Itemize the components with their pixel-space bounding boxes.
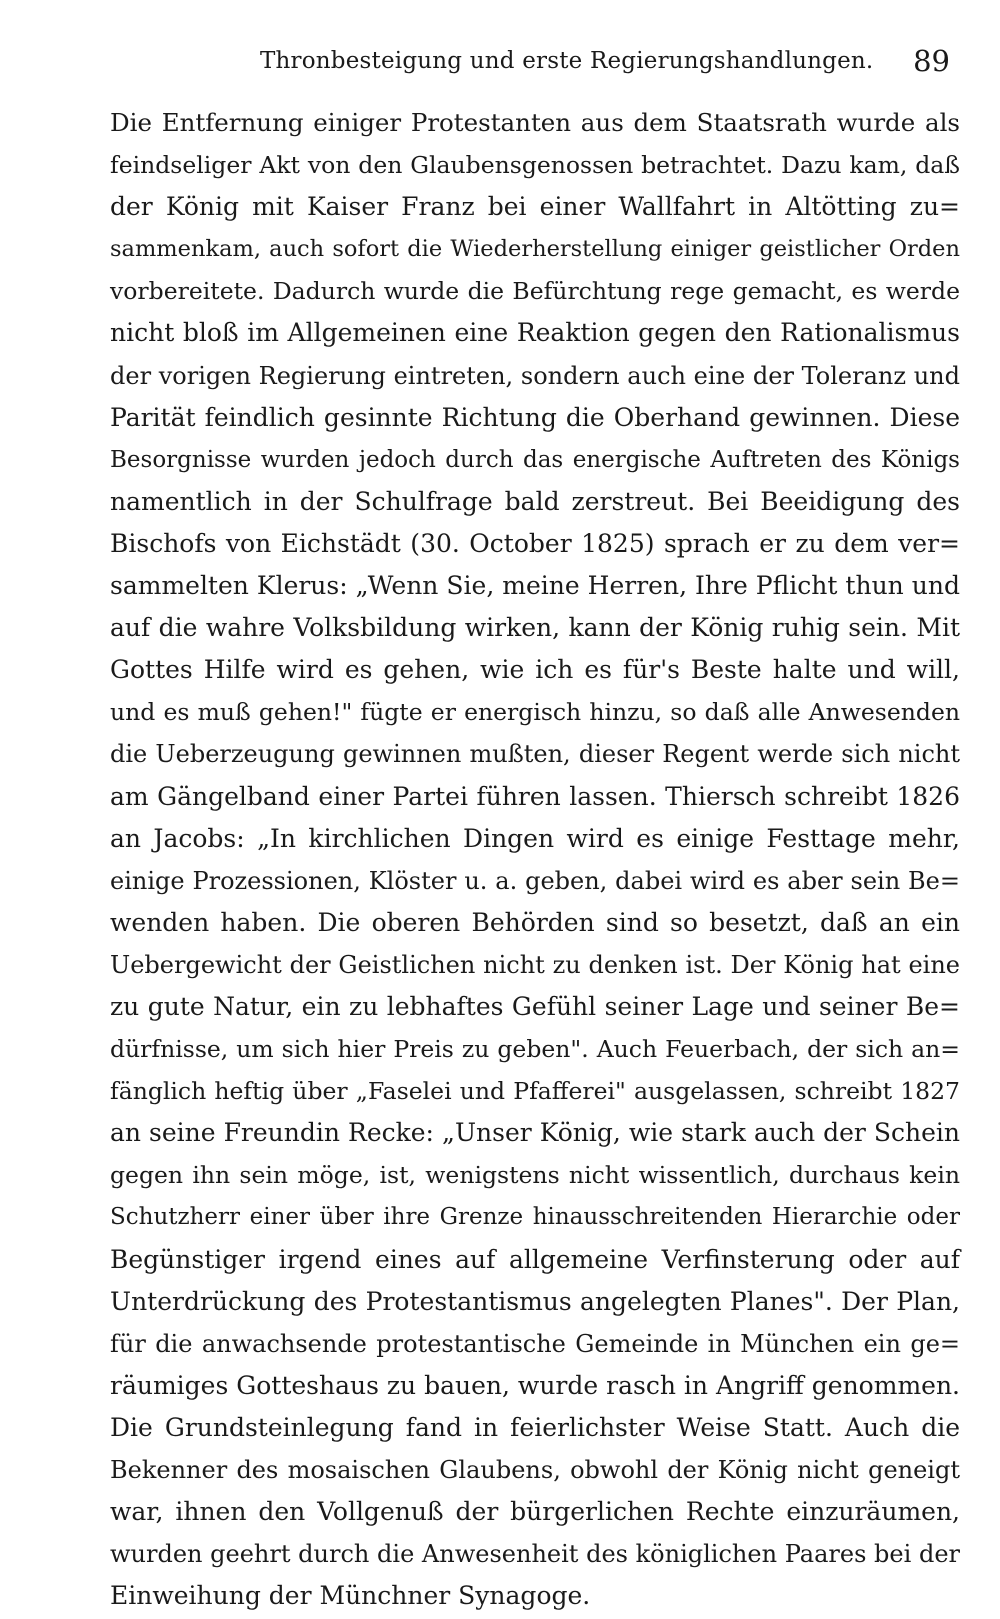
running-title: Thronbesteigung und erste Regierungshandlungen. (260, 48, 874, 74)
text-line: nicht bloß im Allgemeinen eine Reaktion gegen den Rationalismus (110, 318, 960, 348)
text-line: gegen ihn sein möge, ist, wenigstens nicht wissentlich, durchaus kein (110, 1161, 960, 1190)
text-line: Parität feindlich gesinnte Richtung die Oberhand gewinnen. Diese (110, 402, 960, 432)
text-line: Begünstiger irgend eines auf allgemeine Verfinsterung oder auf (110, 1244, 960, 1274)
text-line: und es muß gehen!" fügte er energisch hinzu, so daß alle Anwesenden (110, 698, 960, 727)
text-line: wenden haben. Die oberen Behörden sind so besetzt, daß an ein (110, 907, 960, 937)
body-text (110, 102, 960, 1617)
text-line: wurden geehrt durch die Anwesenheit des königlichen Paares bei der (110, 1540, 960, 1569)
text-line: Die Entfernung einiger Protestanten aus dem Staatsrath wurde als (110, 108, 960, 137)
text-line: Einweihung der Münchner Synagoge. (110, 1581, 591, 1611)
text-line: Uebergewicht der Geistlichen nicht zu denken ist. Der König hat eine (110, 950, 960, 979)
text-line: am Gängelband einer Partei führen lassen. Thiersch schreibt 1826 (110, 781, 960, 811)
text-line: Bischofs von Eichstädt (30. October 1825) sprach er zu dem ver= (110, 528, 960, 558)
text-line: an seine Freundin Recke: „Unser König, wie stark auch der Schein (110, 1118, 960, 1148)
text-line: namentlich in der Schulfrage bald zerstreut. Bei Beeidigung des (110, 486, 960, 516)
text-line: Besorgnisse wurden jedoch durch das energische Auftreten des Königs (110, 446, 960, 473)
running-head (110, 44, 960, 84)
text-line: Bekenner des mosaischen Glaubens, obwohl der König nicht geneigt (110, 1456, 960, 1484)
page-number: 89 (913, 44, 950, 78)
text-line: Unterdrückung des Protestantismus angelegten Planes". Der Plan, (110, 1286, 960, 1316)
text-line: Schutzherr einer über ihre Grenze hinausschreitenden Hierarchie oder (110, 1204, 960, 1231)
text-line: der König mit Kaiser Franz bei einer Wallfahrt in Altötting zu= (110, 192, 960, 222)
text-line: dürfnisse, um sich hier Preis zu geben". Auch Feuerbach, der sich an= (110, 1035, 960, 1064)
text-line: sammenkam, auch sofort die Wiederherstellung einiger geistlicher Orden (110, 236, 960, 263)
text-line: einige Prozessionen, Klöster u. a. geben, dabei wird es aber sein Be= (110, 866, 960, 895)
text-line: vorbereitete. Dadurch wurde die Befürchtung rege gemacht, es werde (110, 277, 960, 306)
text-line: an Jacobs: „In kirchlichen Dingen wird es einige Festtage mehr, (110, 823, 960, 853)
text-line: feindseliger Akt von den Glaubensgenossen betrachtet. Dazu kam, daß (110, 151, 960, 180)
text-line: für die anwachsende protestantische Gemeinde in München ein ge= (110, 1329, 960, 1358)
text-line: auf die wahre Volksbildung wirken, kann der König ruhig sein. Mit (110, 613, 960, 643)
text-line: räumiges Gotteshaus zu bauen, wurde rasch in Angriff genommen. (110, 1370, 960, 1400)
text-line: zu gute Natur, ein zu lebhaftes Gefühl seiner Lage und seiner Be= (110, 991, 960, 1021)
text-line: Gottes Hilfe wird es gehen, wie ich es für's Beste halte und will, (110, 655, 960, 685)
text-line: war, ihnen den Vollgenuß der bürgerlichen Rechte einzuräumen, (110, 1497, 960, 1527)
text-line: fänglich heftig über „Faselei und Pfafferei" ausgelassen, schreibt 1827 (110, 1077, 960, 1106)
text-line: der vorigen Regierung eintreten, sondern auch eine der Toleranz und (110, 361, 960, 390)
text-line: sammelten Klerus: „Wenn Sie, meine Herren, Ihre Pflicht thun und (110, 571, 960, 601)
text-line: Die Grundsteinlegung fand in feierlichster Weise Statt. Auch die (110, 1412, 960, 1442)
text-line: die Ueberzeugung gewinnen mußten, dieser Regent werde sich nicht (110, 740, 960, 769)
